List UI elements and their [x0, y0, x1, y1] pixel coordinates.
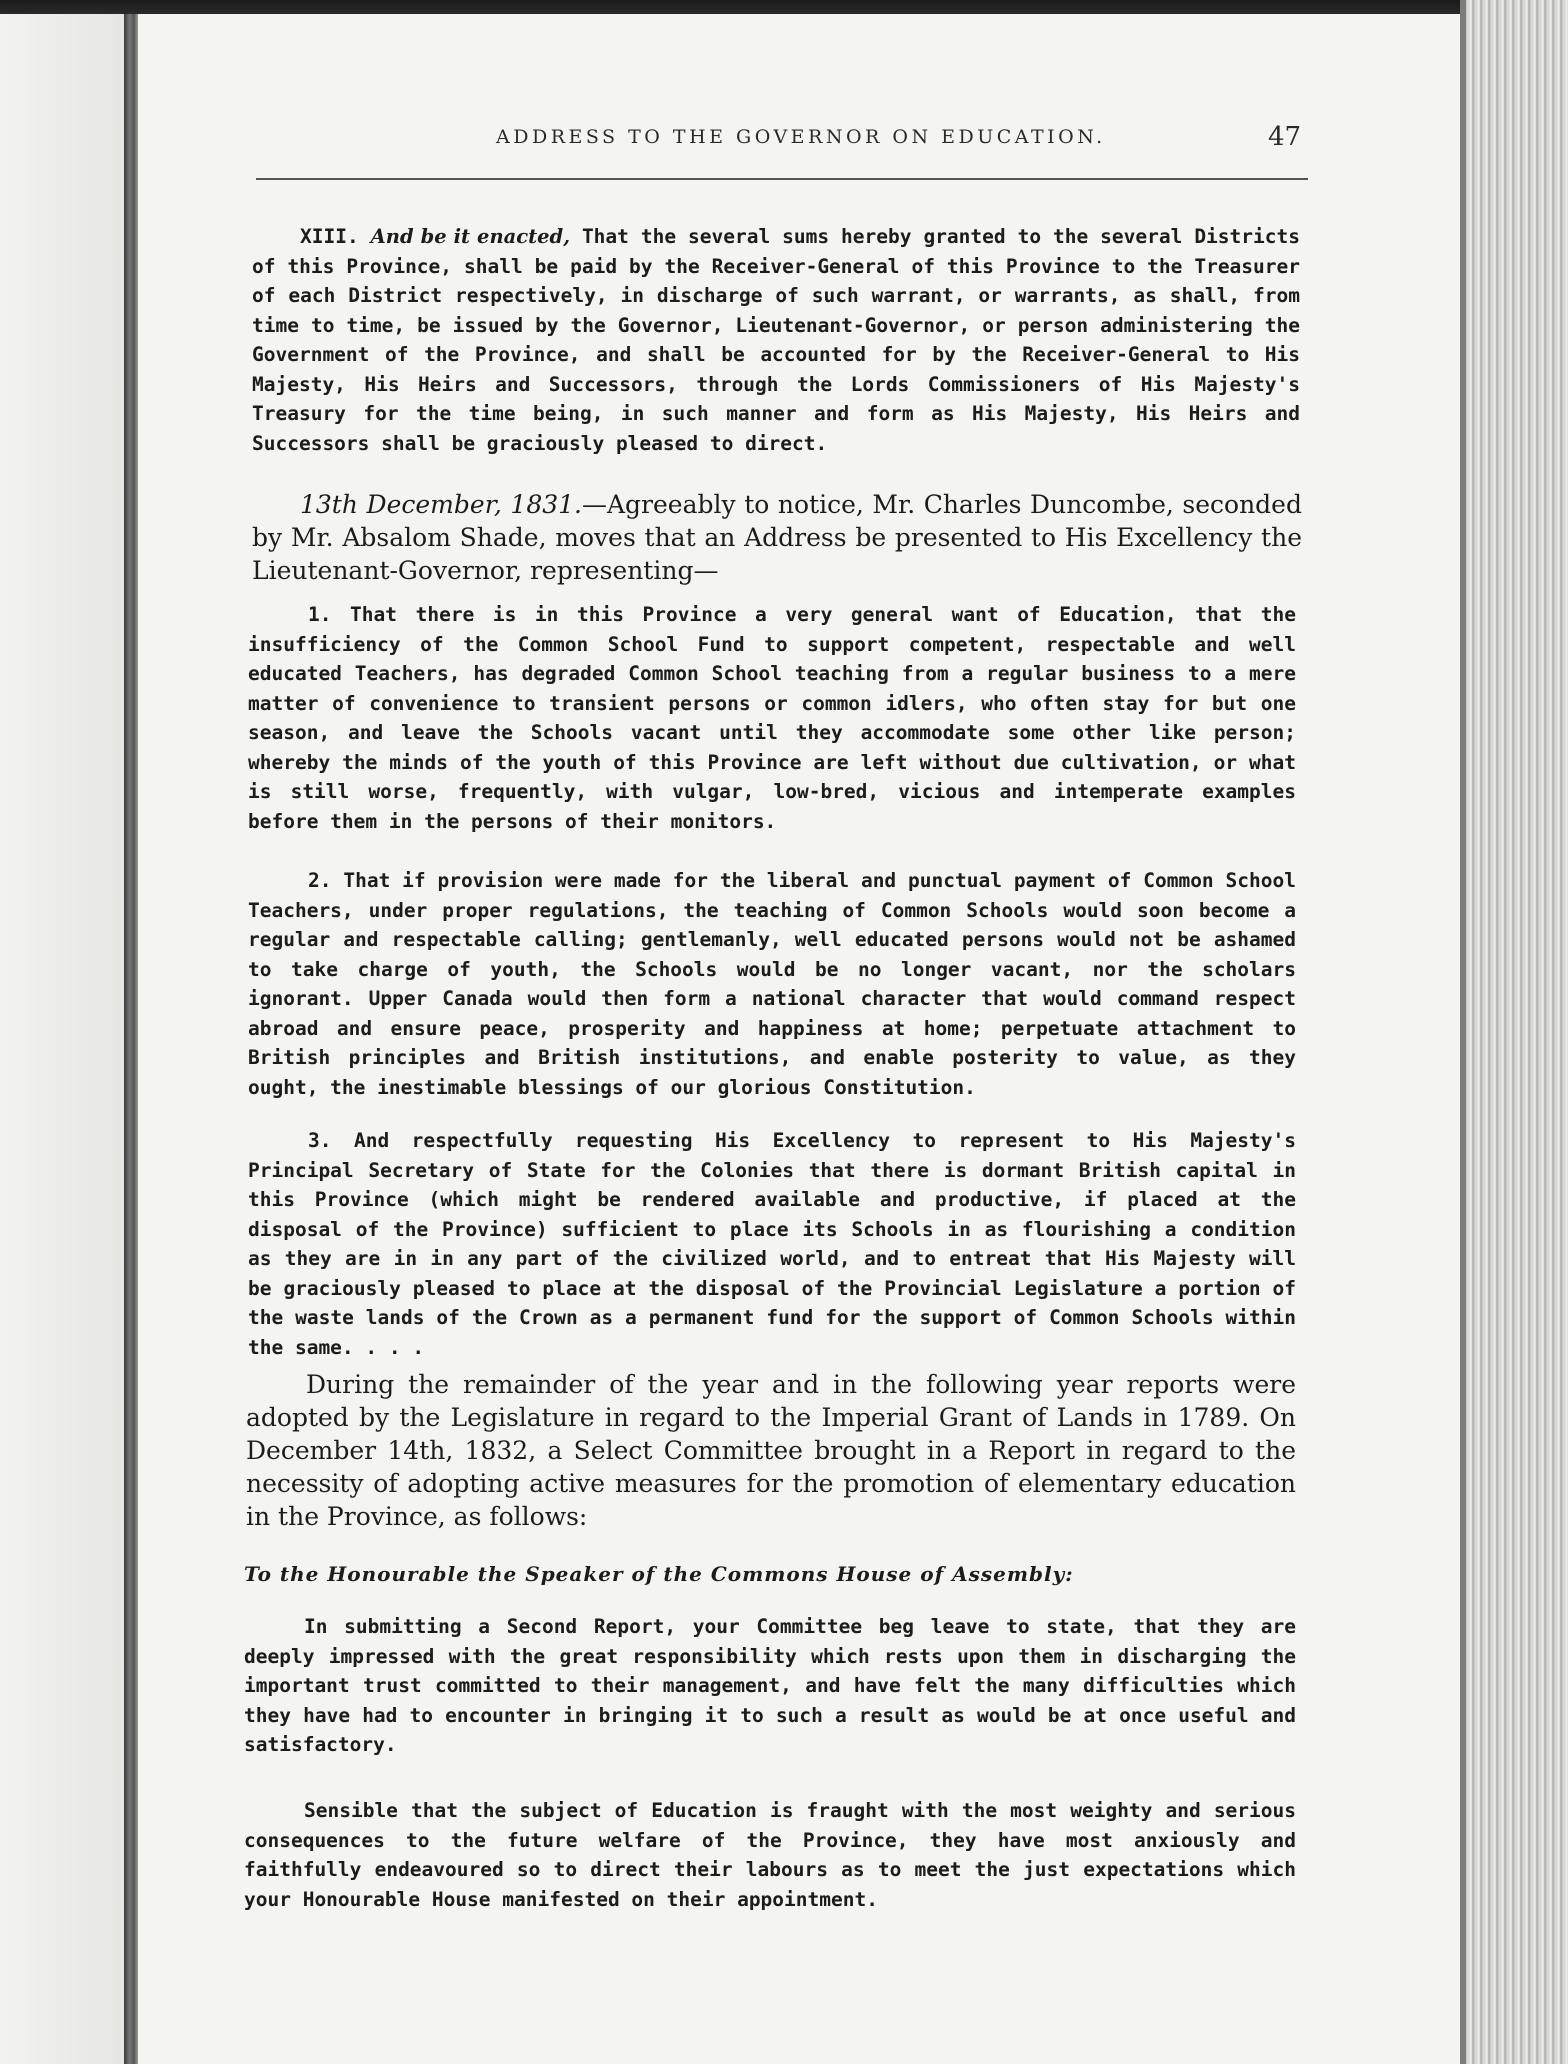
header-rule — [256, 178, 1308, 180]
running-head: ADDRESS TO THE GOVERNOR ON EDUCATION. — [496, 126, 1106, 148]
point-2: 2. That if provision were made for the liberal and punctual payment of Common School Teachers, under proper regulations, the teaching of Common Schools would soon become a regular and respectable calling; gentlemanly, well educated persons would not be ashamed to take charge of youth, the Schools would be no longer vacant, nor the scholars ignorant. Upper Canada would then form a national character that would command respect abroad and ensure peace, prosperity and happiness at home; perpetuate attachment to British principles and British institutions, and enable posterity to value, as they ought, the inestimable blessings of our glorious Constitution. — [248, 869, 1296, 1099]
motion-date: 13th December, 1831. — [300, 490, 582, 519]
top-shadow — [0, 0, 1568, 14]
point-3: 3. And respectfully requesting His Excellency to represent to His Majesty's Principal Secretary of State for the Colonies that there is dormant British capital in this Province (which might be rendered available and productive, if placed at the disposal of the Province) sufficient to place its Schools in as flourishing a condition as they are in in any part of the civilized world, and to entreat that His Majesty will be graciously pleased to place at the disposal of the Provincial Legislature a portion of the waste lands of the Crown as a permanent fund for the support of Common Schools within the same. . . . — [248, 1129, 1296, 1359]
page-edge-shadow — [1460, 0, 1466, 2064]
section-text: That the several sums hereby granted to the several Districts of this Province, shall be paid by the Receiver-General of this Province to the Treasurer of each District respectively, in discharge of such warrant, or warrants, as shall, from time to time, be issued by the Governor, Lieutenant-Governor, or person administering the Government of the Province, and shall be accounted for by the Receiver-General to His Majesty, His Heirs and Successors, through the Lords Commissioners of His Majesty's Treasury for the time being, in such manner and form as His Majesty, His Heirs and Successors shall be graciously pleased to direct. — [252, 225, 1300, 455]
left-margin — [0, 14, 124, 2064]
page-stack-edge — [1460, 0, 1568, 2064]
address-heading: To the Honourable the Speaker of the Commons House of Assembly: — [244, 1562, 1074, 1586]
motion-text: —Agreeably to notice, Mr. Charles Duncombe, seconded by Mr. Absalom Shade, moves that an Address be presented to His Excellency the Lieutenant-Governor, representing— — [252, 490, 1302, 585]
section-label: XIII. — [300, 225, 359, 248]
narrative-paragraph: During the remainder of the year and in the following year reports were adopted by the Legislature in regard to the Imperial Grant of Lands in 1789. On December 14th, 1832, a Select Committee brought in a Report in regard to the necessity of adopting active measures for the promotion of elementary education in the Province, as follows: — [246, 1370, 1296, 1531]
page-number: 47 — [1268, 122, 1302, 152]
section-lead: And be it enacted, — [370, 225, 570, 248]
book-spine — [124, 14, 138, 2064]
report-paragraph-2: Sensible that the subject of Education is fraught with the most weighty and serious consequences to the future welfare of the Province, they have most anxiously and faithfully endeavoured so to direct their labours as to meet the just expectations which your Honourable House manifested on their appointment. — [244, 1799, 1296, 1911]
section-xiii — [252, 222, 1300, 458]
point-1: 1. That there is in this Province a very general want of Education, that the insufficiency of the Common School Fund to support competent, respectable and well educated Teachers, has degraded Common School teaching from a regular business to a mere matter of convenience to transient persons or common idlers, who often stay for but one season, and leave the Schools vacant until they accommodate some other like person; whereby the minds of the youth of this Province are left without due cultivation, or what is still worse, frequently, with vulgar, low-bred, vicious and intemperate examples before them in the persons of their monitors. — [248, 603, 1296, 833]
motion-paragraph — [252, 488, 1302, 587]
report-paragraph-1: In submitting a Second Report, your Committee beg leave to state, that they are deeply impressed with the great responsibility which rests upon them in discharging the important trust committed to their management, and have felt the many difficulties which they have had to encounter in bringing it to such a result as would be at once useful and satisfactory. — [244, 1615, 1296, 1756]
